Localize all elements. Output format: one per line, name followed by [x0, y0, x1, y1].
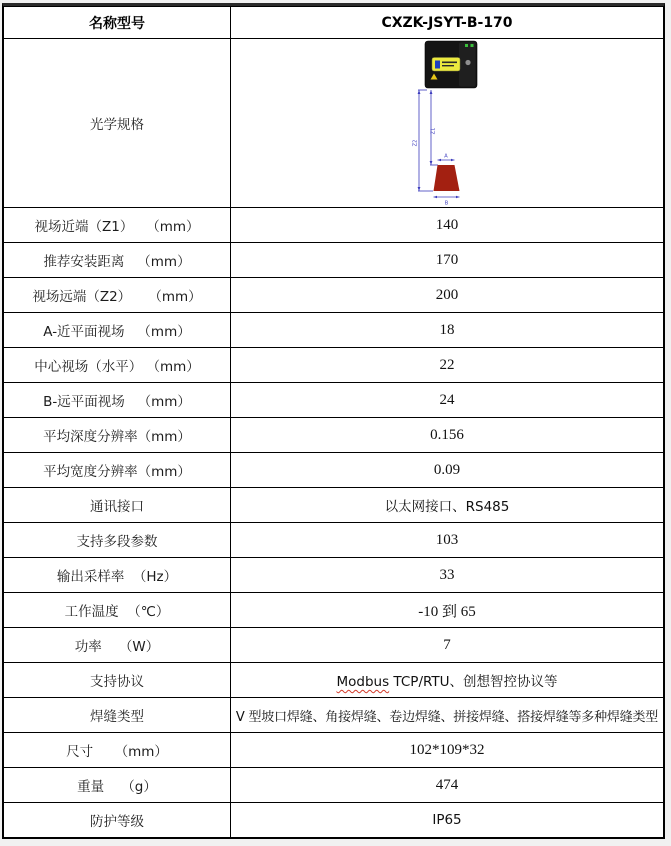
device-label-sticker: [432, 58, 460, 72]
spec-label: 视场近端（Z1） （mm）: [4, 208, 231, 243]
led-indicator-icon: [471, 44, 474, 47]
spec-value: IP65: [231, 803, 664, 838]
spec-value: 102*109*32: [231, 733, 664, 768]
spec-table: [3, 6, 664, 838]
spec-label: 功率 （W）: [4, 628, 231, 663]
table-row: [4, 383, 664, 418]
spec-label: 通讯接口: [4, 488, 231, 523]
spec-label: 中心视场（水平） （mm）: [4, 348, 231, 383]
spec-value: 24: [231, 383, 664, 418]
table-row: [4, 243, 664, 278]
spec-label: A-近平面视场 （mm）: [4, 313, 231, 348]
spec-value: [231, 663, 664, 698]
table-row: [4, 768, 664, 803]
spec-value: 474: [231, 768, 664, 803]
table-row: [4, 348, 664, 383]
optical-spec-row: [4, 39, 664, 208]
spec-value: 200: [231, 278, 664, 313]
spec-label: 平均深度分辨率（mm）: [4, 418, 231, 453]
table-row: [4, 208, 664, 243]
led-indicator-icon: [465, 44, 468, 47]
spec-value: 7: [231, 628, 664, 663]
spec-value: 103: [231, 523, 664, 558]
optical-diagram: [235, 39, 659, 207]
spec-label: 防护等级: [4, 803, 231, 838]
optical-label: 光学规格: [4, 39, 231, 208]
table-row: [4, 663, 664, 698]
misspelled-word: Modbus: [336, 674, 390, 690]
spec-value-rest: TCP/RTU、创想智控协议等: [389, 674, 558, 690]
far-width-dim-label: B: [444, 200, 449, 207]
spec-label: 视场远端（Z2） （mm）: [4, 278, 231, 313]
spec-value: 140: [231, 208, 664, 243]
spec-label: B-远平面视场 （mm）: [4, 383, 231, 418]
spec-sheet: [2, 3, 665, 839]
table-row: [4, 558, 664, 593]
spec-label: 焊缝类型: [4, 698, 231, 733]
table-row: [4, 488, 664, 523]
spec-value: 0.09: [231, 453, 664, 488]
far-field-dim-label: Z2: [412, 139, 419, 147]
table-header-row: [4, 7, 664, 39]
spec-value: 22: [231, 348, 664, 383]
table-row: [4, 593, 664, 628]
fov-trapezoid: [434, 165, 460, 191]
spec-label: 重量 （g）: [4, 768, 231, 803]
connector-icon: [465, 60, 470, 65]
header-name-label: 名称型号: [4, 7, 231, 39]
spec-value: 18: [231, 313, 664, 348]
sensor-fov-diagram: [385, 39, 509, 207]
spec-value: 0.156: [231, 418, 664, 453]
table-row: [4, 453, 664, 488]
spec-label: 输出采样率 （Hz）: [4, 558, 231, 593]
near-field-dim-label: Z1: [430, 127, 437, 135]
table-row: [4, 313, 664, 348]
table-row: [4, 803, 664, 838]
spec-value: 以太网接口、RS485: [231, 488, 664, 523]
table-row: [4, 628, 664, 663]
header-model-value: CXZK-JSYT-B-170: [231, 7, 664, 39]
optical-diagram-cell: [231, 39, 664, 208]
spec-label: 尺寸 （mm）: [4, 733, 231, 768]
table-row: [4, 278, 664, 313]
spec-label: 支持协议: [4, 663, 231, 698]
spec-value: -10 到 65: [231, 593, 664, 628]
spec-value: V 型坡口焊缝、角接焊缝、卷边焊缝、拼接焊缝、搭接焊缝等多种焊缝类型: [231, 698, 664, 733]
spec-label: 平均宽度分辨率（mm）: [4, 453, 231, 488]
spec-label: 推荐安装距离 （mm）: [4, 243, 231, 278]
table-row: [4, 698, 664, 733]
spec-label: 支持多段参数: [4, 523, 231, 558]
spec-value: 170: [231, 243, 664, 278]
table-row: [4, 418, 664, 453]
spec-value: 33: [231, 558, 664, 593]
spec-label: 工作温度 （℃）: [4, 593, 231, 628]
sensor-device-image: [425, 41, 477, 88]
table-row: [4, 733, 664, 768]
table-row: [4, 523, 664, 558]
near-width-dim-label: A: [444, 153, 448, 160]
